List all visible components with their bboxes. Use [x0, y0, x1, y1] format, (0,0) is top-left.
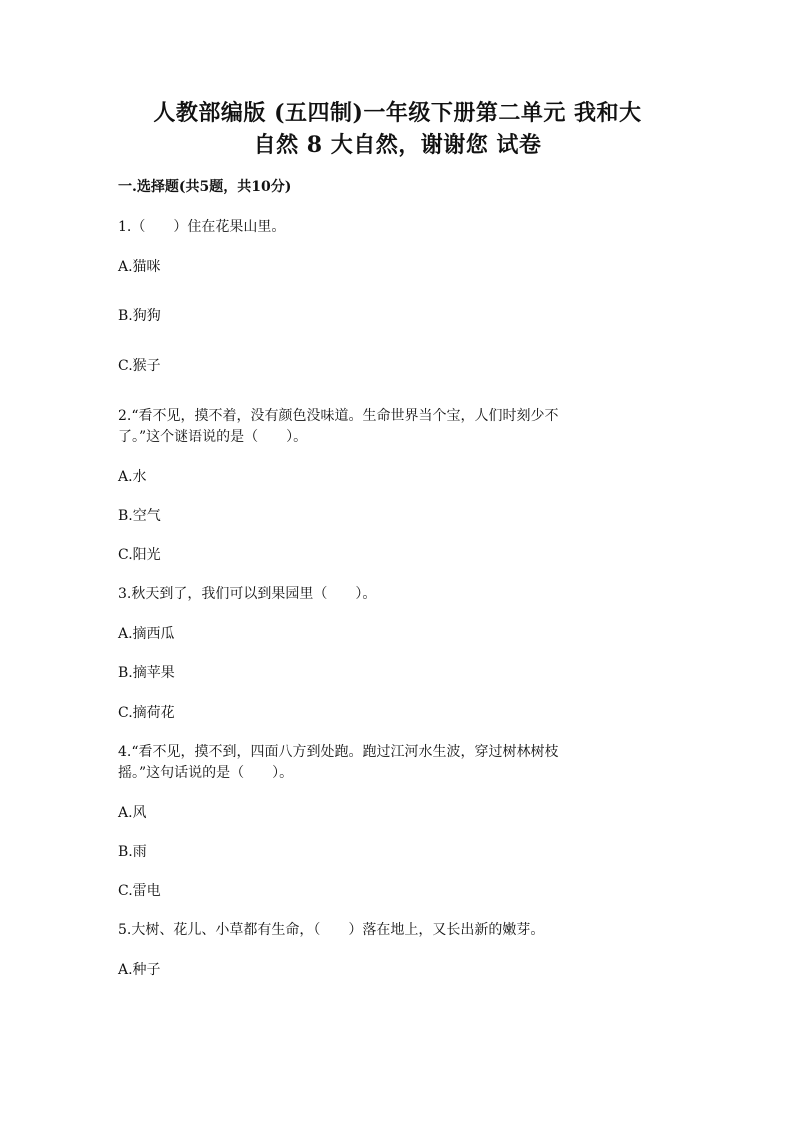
question-3-option-a: A.摘西瓜: [118, 626, 175, 642]
question-3-stem: 3.秋天到了，我们可以到果园里（ ）。: [118, 586, 377, 602]
question-3-option-b: B.摘苹果: [118, 665, 175, 681]
question-4-option-a: A.风: [118, 805, 147, 821]
question-4-option-b: B.雨: [118, 844, 147, 860]
question-5-option-a: A.种子: [118, 962, 161, 978]
question-3-option-c: C.摘荷花: [118, 705, 175, 721]
section-heading: 一.选择题(共5题，共10分): [118, 179, 292, 195]
question-1-option-c: C.猴子: [118, 358, 161, 374]
question-2-stem-line-1: 2.“看不见，摸不着，没有颜色没味道。生命世界当个宝，人们时刻少不: [118, 408, 559, 424]
question-1-stem: 1.（ ）住在花果山里。: [118, 219, 286, 235]
question-1-option-b: B.狗狗: [118, 308, 161, 324]
question-2-stem-line-2: 了。”这个谜语说的是（ ）。: [118, 429, 308, 445]
question-4-stem-line-2: 摇。”这句话说的是（ ）。: [118, 765, 294, 781]
question-2-option-c: C.阳光: [118, 547, 161, 563]
question-1-option-a: A.猫咪: [118, 259, 161, 275]
exam-title-line-2: 自然 8 大自然，谢谢您 试卷: [253, 132, 542, 158]
question-2-option-b: B.空气: [118, 508, 161, 524]
question-2-option-a: A.水: [118, 469, 147, 485]
question-4-option-c: C.雷电: [118, 883, 161, 899]
exam-title-line-1: 人教部编版 (五四制)一年级下册第二单元 我和大: [153, 100, 642, 126]
question-4-stem-line-1: 4.“看不见，摸不到，四面八方到处跑。跑过江河水生波，穿过树林树枝: [118, 744, 559, 760]
question-5-stem: 5.大树、花儿、小草都有生命，（ ）落在地上，又长出新的嫩芽。: [118, 922, 545, 938]
